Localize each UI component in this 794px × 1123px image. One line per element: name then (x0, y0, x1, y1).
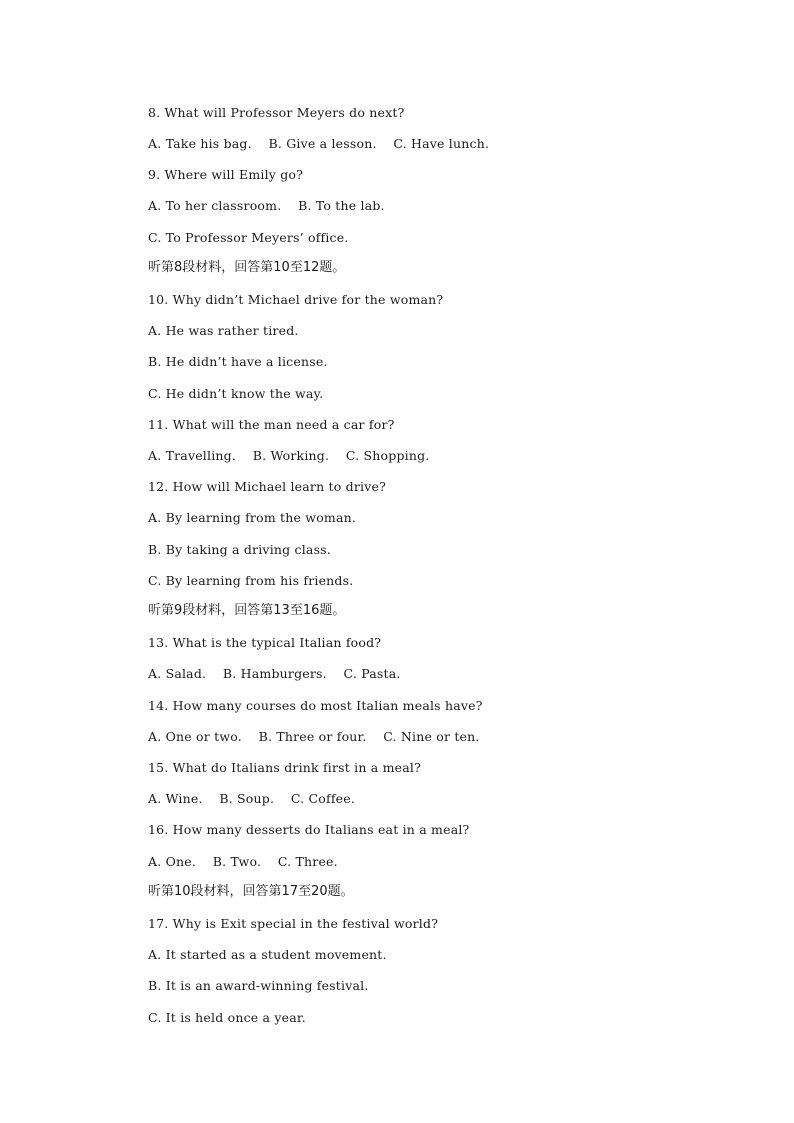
question-15: 15. What do Italians drink first in a meal? (148, 760, 422, 775)
question-9: 9. Where will Emily go? (148, 167, 304, 182)
question-16: 16. How many desserts do Italians eat in a meal? (148, 822, 470, 837)
question-17-option-b: B. It is an award-winning festival. (148, 978, 369, 993)
question-12-option-a: A. By learning from the woman. (148, 510, 357, 525)
section-heading-8: 听第8段材料，回答第10至12题。 (148, 260, 346, 275)
question-8-options: A. Take his bag. B. Give a lesson. C. Have lunch. (148, 136, 490, 151)
section-heading-10: 听第10段材料，回答第17至20题。 (148, 884, 354, 899)
question-13-options: A. Salad. B. Hamburgers. C. Pasta. (148, 666, 401, 681)
question-9-option-c: C. To Professor Meyers’ office. (148, 230, 349, 245)
question-17: 17. Why is Exit special in the festival world? (148, 916, 439, 931)
question-10-option-a: A. He was rather tired. (148, 323, 299, 338)
question-13: 13. What is the typical Italian food? (148, 635, 382, 650)
question-10-option-c: C. He didn’t know the way. (148, 386, 324, 401)
question-9-options-ab: A. To her classroom. B. To the lab. (148, 198, 385, 213)
question-17-option-a: A. It started as a student movement. (148, 947, 387, 962)
question-10: 10. Why didn’t Michael drive for the woman? (148, 292, 444, 307)
question-12-option-c: C. By learning from his friends. (148, 573, 354, 588)
section-heading-9: 听第9段材料，回答第13至16题。 (148, 603, 346, 618)
question-17-option-c: C. It is held once a year. (148, 1010, 306, 1025)
question-11: 11. What will the man need a car for? (148, 417, 395, 432)
question-12: 12. How will Michael learn to drive? (148, 479, 386, 494)
question-16-options: A. One. B. Two. C. Three. (148, 854, 338, 869)
question-8: 8. What will Professor Meyers do next? (148, 105, 405, 120)
question-14-options: A. One or two. B. Three or four. C. Nine or ten. (148, 729, 480, 744)
question-10-option-b: B. He didn’t have a license. (148, 354, 328, 369)
question-11-options: A. Travelling. B. Working. C. Shopping. (148, 448, 430, 463)
question-15-options: A. Wine. B. Soup. C. Coffee. (148, 791, 356, 806)
question-14: 14. How many courses do most Italian meals have? (148, 698, 483, 713)
question-12-option-b: B. By taking a driving class. (148, 542, 331, 557)
